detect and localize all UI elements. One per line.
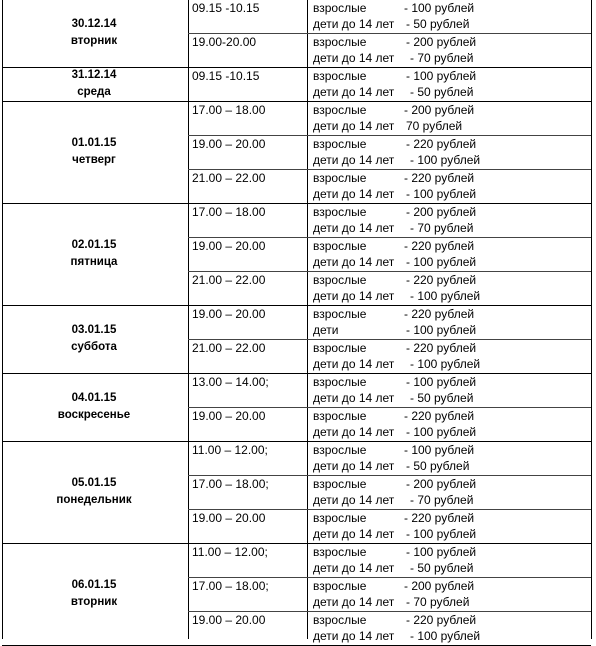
price-category: дети до 14 лет: [313, 17, 395, 31]
price-value: - 220 рублей: [404, 307, 475, 321]
day-date: 06.01.15: [71, 579, 117, 591]
price-value: - 70 рублей: [410, 493, 474, 507]
price-value: - 100 рублей: [404, 443, 475, 457]
price-category: дети до 14 лет: [313, 595, 395, 609]
session-time: 17.00 – 18.00;: [192, 579, 269, 593]
price-category: взрослые: [313, 205, 367, 219]
price-value: - 50 рублей: [410, 85, 474, 99]
day-date: 03.01.15: [71, 324, 117, 336]
price-value: - 100 рублей: [406, 545, 477, 559]
price-value: - 220 рублей: [406, 613, 477, 627]
price-value: - 100 рублей: [406, 255, 477, 269]
price-value: - 50 рублей: [406, 459, 470, 473]
session-time: 21.00 – 22.00: [192, 273, 266, 287]
price-category: дети до 14 лет: [313, 459, 395, 473]
session-time: 19.00 – 20.00: [192, 307, 266, 321]
price-category: взрослые: [313, 511, 367, 525]
session-time: 17.00 – 18.00;: [192, 477, 269, 491]
session-time: 17.00 – 18.00: [192, 103, 266, 117]
session-divider: [188, 33, 591, 34]
price-category: дети до 14 лет: [313, 561, 395, 575]
price-value: - 100 рублей: [410, 629, 481, 643]
price-category: взрослые: [313, 477, 367, 491]
price-category: дети до 14 лет: [313, 493, 395, 507]
table-border-vertical: [591, 0, 592, 639]
day-cell: [2, 543, 186, 645]
session-divider: [188, 135, 591, 136]
price-value: - 100 рублей: [410, 153, 481, 167]
price-category: дети до 14 лет: [313, 391, 395, 405]
day-weekday: вторник: [70, 35, 118, 47]
price-category: дети до 14 лет: [313, 85, 395, 99]
session-divider: [188, 237, 591, 238]
price-category: взрослые: [313, 137, 367, 151]
day-cell: [2, 203, 186, 305]
price-category: взрослые: [313, 409, 367, 423]
price-category: дети до 14 лет: [313, 289, 395, 303]
price-category: взрослые: [313, 239, 367, 253]
price-value: - 200 рублей: [406, 35, 477, 49]
price-category: дети до 14 лет: [313, 51, 395, 65]
price-category: взрослые: [313, 341, 367, 355]
price-value: - 50 рублей: [406, 17, 470, 31]
price-value: - 220 рублей: [404, 409, 475, 423]
session-divider: [188, 407, 591, 408]
price-category: взрослые: [313, 545, 367, 559]
price-value: - 100 рублей: [410, 289, 481, 303]
session-divider: [188, 611, 591, 612]
day-weekday: суббота: [71, 341, 117, 353]
day-weekday: понедельник: [56, 494, 132, 506]
price-category: дети до 14 лет: [313, 357, 395, 371]
day-date: 05.01.15: [71, 477, 117, 489]
day-weekday: четверг: [72, 154, 116, 166]
day-cell: [2, 0, 186, 67]
price-category: взрослые: [313, 103, 367, 117]
session-divider: [188, 475, 591, 476]
price-value: - 100 рублей: [404, 1, 475, 15]
day-date: 01.01.15: [71, 137, 117, 149]
session-time: 19.00 – 20.00: [192, 137, 266, 151]
price-value: - 100 рублей: [406, 527, 477, 541]
price-value: - 70 рублей: [410, 221, 474, 235]
price-value: - 50 рублей: [410, 561, 474, 575]
session-time: 19.00 – 20.00: [192, 613, 266, 627]
price-category: взрослые: [313, 443, 367, 457]
session-time: 19.00 – 20.00: [192, 239, 266, 253]
price-category: взрослые: [313, 307, 367, 321]
day-cell: [2, 373, 186, 441]
session-divider: [188, 577, 591, 578]
day-weekday: воскресенье: [57, 409, 131, 421]
price-category: дети до 14 лет: [313, 221, 395, 235]
session-time: 19.00 – 20.00: [192, 511, 266, 525]
price-value: - 220 рублей: [404, 511, 475, 525]
price-category: взрослые: [313, 171, 367, 185]
session-time: 19.00-20.00: [192, 35, 257, 49]
session-time: 21.00 – 22.00: [192, 341, 266, 355]
session-divider: [188, 339, 591, 340]
session-time: 11.00 – 12.00;: [192, 545, 268, 559]
session-time: 11.00 – 12.00;: [192, 443, 268, 457]
price-value: - 50 рублей: [410, 391, 474, 405]
price-value: - 220 рублей: [406, 137, 477, 151]
price-value: - 70 рублей: [406, 595, 470, 609]
price-value: - 100 рублей: [410, 357, 481, 371]
session-time: 19.00 – 20.00: [192, 409, 266, 423]
session-time: 21.00 – 22.00: [192, 171, 266, 185]
day-date: 04.01.15: [71, 392, 117, 404]
day-date: 31.12.14: [71, 69, 117, 81]
price-category: дети до 14 лет: [313, 119, 395, 133]
session-time: 09.15 -10.15: [192, 69, 260, 83]
price-value: - 100 рублей: [406, 187, 477, 201]
price-value: - 100 рублей: [406, 425, 477, 439]
price-value: - 100 рублей: [406, 375, 477, 389]
price-category: дети до 14 лет: [313, 153, 395, 167]
session-divider: [188, 169, 591, 170]
price-category: дети до 14 лет: [313, 255, 395, 269]
price-value: - 200 рублей: [406, 477, 477, 491]
day-cell: [2, 67, 186, 101]
price-value: - 220 рублей: [404, 239, 475, 253]
price-value: - 220 рублей: [406, 273, 477, 287]
price-value: - 220 рублей: [404, 171, 475, 185]
price-category: взрослые: [313, 35, 367, 49]
price-category: взрослые: [313, 273, 367, 287]
price-category: дети до 14 лет: [313, 629, 395, 643]
price-value: - 200 рублей: [406, 205, 477, 219]
day-cell: [2, 441, 186, 543]
price-category: взрослые: [313, 579, 367, 593]
day-weekday: пятница: [70, 256, 118, 268]
day-cell: [2, 305, 186, 373]
price-value: - 70 рублей: [410, 51, 474, 65]
price-value: - 220 рублей: [406, 341, 477, 355]
session-divider: [188, 271, 591, 272]
price-category: взрослые: [313, 375, 367, 389]
price-category: взрослые: [313, 1, 367, 15]
session-time: 17.00 – 18.00: [192, 205, 266, 219]
price-category: взрослые: [313, 613, 367, 627]
price-value: 70 рублей: [406, 119, 463, 133]
price-value: - 200 рублей: [404, 103, 475, 117]
price-category: дети до 14 лет: [313, 527, 395, 541]
day-weekday: вторник: [70, 596, 118, 608]
day-cell: [2, 101, 186, 203]
price-value: - 100 рублей: [406, 69, 477, 83]
day-weekday: среда: [77, 86, 111, 98]
price-value: - 200 рублей: [404, 579, 475, 593]
session-divider: [188, 509, 591, 510]
session-time: 09.15 -10.15: [192, 1, 260, 15]
price-category: дети до 14 лет: [313, 187, 395, 201]
price-category: дети до 14 лет: [313, 425, 395, 439]
day-date: 30.12.14: [71, 18, 117, 30]
price-value: - 100 рублей: [406, 323, 477, 337]
price-category: дети: [313, 323, 339, 337]
price-category: взрослые: [313, 69, 367, 83]
day-date: 02.01.15: [71, 239, 117, 251]
session-time: 13.00 – 14.00;: [192, 375, 269, 389]
